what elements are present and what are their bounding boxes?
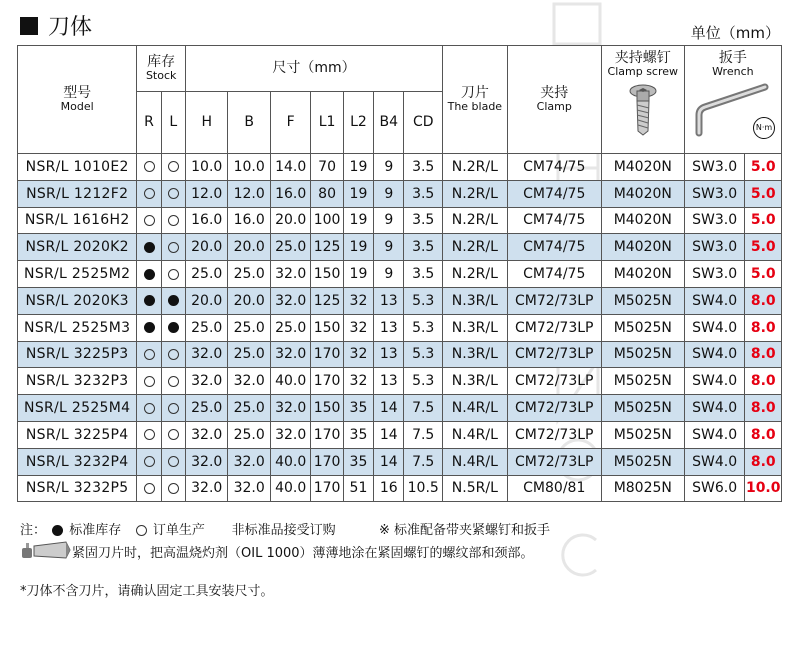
cell-clamp: CM74/75 — [507, 261, 601, 288]
cell-f: 32.0 — [270, 341, 310, 368]
cell-stock-l — [161, 287, 185, 314]
cell-clamp: CM72/73LP — [507, 287, 601, 314]
cell-blade: N.5R/L — [442, 475, 507, 502]
cell-l1: 70 — [311, 154, 343, 181]
cell-model: NSR/L 2525M3 — [18, 314, 137, 341]
cell-model: NSR/L 3232P3 — [18, 368, 137, 395]
cell-l2: 32 — [343, 287, 373, 314]
cell-model: NSR/L 1212F2 — [18, 180, 137, 207]
cell-l1: 125 — [311, 234, 343, 261]
cell-screw: M4020N — [601, 180, 684, 207]
cell-l1: 150 — [311, 261, 343, 288]
stock-filled-icon — [52, 525, 63, 536]
cell-l1: 80 — [311, 180, 343, 207]
cell-torque: 5.0 — [745, 154, 782, 181]
stock-filled-icon — [168, 295, 179, 306]
cell-l2: 51 — [343, 475, 373, 502]
cell-stock-r — [137, 234, 161, 261]
section-title — [20, 10, 92, 41]
cell-l1: 170 — [311, 341, 343, 368]
table-row — [18, 154, 782, 181]
stock-open-icon — [168, 269, 179, 280]
stock-open-icon — [144, 376, 155, 387]
cell-wrench: SW6.0 — [684, 475, 745, 502]
clamp-screw-icon — [628, 83, 658, 137]
cell-h: 16.0 — [185, 207, 227, 234]
stock-filled-icon — [144, 322, 155, 333]
table-row — [18, 261, 782, 288]
legend-nonstandard: 非标准品接受订购 — [231, 523, 336, 538]
section-title-text: 刀体 — [48, 15, 93, 40]
cell-b4: 14 — [374, 421, 404, 448]
stock-open-icon — [144, 188, 155, 199]
header-size: 尺寸（mm） — [185, 46, 442, 92]
cell-torque: 8.0 — [745, 448, 782, 475]
header-h: H — [185, 92, 227, 154]
cell-torque: 5.0 — [745, 234, 782, 261]
cell-f: 25.0 — [270, 314, 310, 341]
stock-open-icon — [168, 403, 179, 414]
cell-blade: N.2R/L — [442, 207, 507, 234]
spec-table-body — [18, 154, 782, 502]
header-l: L — [161, 92, 185, 154]
stock-filled-icon — [144, 242, 155, 253]
cell-h: 10.0 — [185, 154, 227, 181]
cell-b: 25.0 — [228, 421, 270, 448]
cell-wrench: SW4.0 — [684, 395, 745, 422]
cell-stock-r — [137, 368, 161, 395]
header-b4: B4 — [374, 92, 404, 154]
cell-cd: 5.3 — [404, 341, 443, 368]
cell-f: 32.0 — [270, 261, 310, 288]
cell-b4: 16 — [374, 475, 404, 502]
cell-b4: 14 — [374, 448, 404, 475]
cell-l2: 32 — [343, 368, 373, 395]
cell-torque: 8.0 — [745, 314, 782, 341]
table-row — [18, 180, 782, 207]
table-row — [18, 395, 782, 422]
stock-open-icon — [168, 429, 179, 440]
stock-open-icon — [144, 429, 155, 440]
cell-f: 14.0 — [270, 154, 310, 181]
cell-blade: N.3R/L — [442, 341, 507, 368]
cell-cd: 7.5 — [404, 448, 443, 475]
cell-b4: 13 — [374, 341, 404, 368]
cell-l1: 170 — [311, 368, 343, 395]
stock-open-icon — [144, 215, 155, 226]
cell-clamp: CM72/73LP — [507, 314, 601, 341]
cell-f: 32.0 — [270, 395, 310, 422]
cell-blade: N.2R/L — [442, 154, 507, 181]
footnote: *刀体不含刀片，请确认固定工具安装尺寸。 — [20, 584, 274, 599]
cell-b: 25.0 — [228, 341, 270, 368]
cell-clamp: CM72/73LP — [507, 368, 601, 395]
cell-cd: 5.3 — [404, 368, 443, 395]
stock-filled-icon — [144, 269, 155, 280]
table-row — [18, 287, 782, 314]
cell-b4: 13 — [374, 368, 404, 395]
header-r: R — [137, 92, 161, 154]
cell-f: 16.0 — [270, 180, 310, 207]
cell-torque: 8.0 — [745, 287, 782, 314]
cell-l2: 19 — [343, 234, 373, 261]
cell-stock-r — [137, 261, 161, 288]
cell-stock-l — [161, 448, 185, 475]
cell-h: 25.0 — [185, 395, 227, 422]
cell-b4: 14 — [374, 395, 404, 422]
cell-cd: 3.5 — [404, 234, 443, 261]
cell-torque: 10.0 — [745, 475, 782, 502]
table-row — [18, 207, 782, 234]
cell-model: NSR/L 2525M4 — [18, 395, 137, 422]
cell-b4: 9 — [374, 180, 404, 207]
cell-clamp: CM72/73LP — [507, 448, 601, 475]
cell-clamp: CM74/75 — [507, 154, 601, 181]
stock-open-icon — [168, 376, 179, 387]
cell-h: 20.0 — [185, 287, 227, 314]
cell-cd: 3.5 — [404, 180, 443, 207]
stock-open-icon — [136, 525, 147, 536]
cell-blade: N.2R/L — [442, 234, 507, 261]
cell-b: 25.0 — [228, 395, 270, 422]
cell-model: NSR/L 3225P4 — [18, 421, 137, 448]
cell-stock-r — [137, 421, 161, 448]
cell-h: 32.0 — [185, 341, 227, 368]
header-b: B — [228, 92, 270, 154]
cell-l2: 35 — [343, 421, 373, 448]
cell-stock-r — [137, 207, 161, 234]
cell-h: 20.0 — [185, 234, 227, 261]
cell-clamp: CM72/73LP — [507, 395, 601, 422]
cell-l1: 170 — [311, 475, 343, 502]
cell-cd: 7.5 — [404, 421, 443, 448]
cell-l2: 19 — [343, 154, 373, 181]
cell-model: NSR/L 3232P5 — [18, 475, 137, 502]
cell-l1: 170 — [311, 421, 343, 448]
cell-cd: 3.5 — [404, 261, 443, 288]
cell-f: 40.0 — [270, 475, 310, 502]
cell-h: 32.0 — [185, 368, 227, 395]
cell-stock-l — [161, 207, 185, 234]
cell-screw: M5025N — [601, 287, 684, 314]
stock-open-icon — [144, 403, 155, 414]
cell-f: 32.0 — [270, 421, 310, 448]
header-stock: 库存 Stock — [137, 46, 186, 92]
cell-stock-l — [161, 421, 185, 448]
cell-b: 32.0 — [228, 475, 270, 502]
cell-l2: 19 — [343, 261, 373, 288]
cell-wrench: SW4.0 — [684, 368, 745, 395]
stock-open-icon — [168, 242, 179, 253]
cell-clamp: CM74/75 — [507, 234, 601, 261]
cell-l2: 32 — [343, 341, 373, 368]
cell-l2: 19 — [343, 207, 373, 234]
table-row — [18, 421, 782, 448]
cell-b: 16.0 — [228, 207, 270, 234]
cell-blade: N.4R/L — [442, 395, 507, 422]
cell-stock-r — [137, 154, 161, 181]
cell-model: NSR/L 2020K3 — [18, 287, 137, 314]
cell-b4: 9 — [374, 154, 404, 181]
stock-open-icon — [168, 456, 179, 467]
cell-screw: M4020N — [601, 234, 684, 261]
cell-cd: 10.5 — [404, 475, 443, 502]
cell-torque: 8.0 — [745, 395, 782, 422]
stock-open-icon — [144, 349, 155, 360]
cell-wrench: SW3.0 — [684, 207, 745, 234]
cell-f: 20.0 — [270, 207, 310, 234]
header-clamp: 夹持 Clamp — [507, 46, 601, 154]
cell-b: 32.0 — [228, 448, 270, 475]
cell-screw: M8025N — [601, 475, 684, 502]
cell-clamp: CM72/73LP — [507, 421, 601, 448]
cell-stock-r — [137, 180, 161, 207]
cell-cd: 7.5 — [404, 395, 443, 422]
cell-f: 40.0 — [270, 448, 310, 475]
cell-l2: 32 — [343, 314, 373, 341]
cell-l2: 19 — [343, 180, 373, 207]
cell-b: 20.0 — [228, 234, 270, 261]
cell-l2: 35 — [343, 395, 373, 422]
cell-stock-l — [161, 180, 185, 207]
stock-open-icon — [168, 349, 179, 360]
header-l1: L1 — [311, 92, 343, 154]
cell-l1: 170 — [311, 448, 343, 475]
stock-open-icon — [144, 456, 155, 467]
grease-tube-icon — [20, 540, 72, 562]
legend-note: 注： 标准库存 订单生产 非标准品接受订购 ※ 标准配备带夹紧螺钉和扳手 — [20, 523, 551, 538]
stock-open-icon — [144, 161, 155, 172]
cell-stock-r — [137, 395, 161, 422]
cell-cd: 3.5 — [404, 207, 443, 234]
cell-h: 32.0 — [185, 448, 227, 475]
cell-wrench: SW4.0 — [684, 341, 745, 368]
unit-label: 单位（mm） — [690, 24, 780, 42]
cell-h: 25.0 — [185, 314, 227, 341]
cell-blade: N.4R/L — [442, 448, 507, 475]
cell-stock-l — [161, 234, 185, 261]
stock-open-icon — [168, 188, 179, 199]
cell-stock-l — [161, 395, 185, 422]
cell-cd: 5.3 — [404, 314, 443, 341]
cell-clamp: CM72/73LP — [507, 341, 601, 368]
cell-h: 32.0 — [185, 475, 227, 502]
cell-l1: 150 — [311, 395, 343, 422]
stock-filled-icon — [144, 295, 155, 306]
table-row — [18, 314, 782, 341]
cell-model: NSR/L 3232P4 — [18, 448, 137, 475]
square-bullet-icon — [20, 17, 38, 35]
stock-open-icon — [168, 161, 179, 172]
header-model: 型号 Model — [18, 46, 137, 154]
legend-included: ※ 标准配备带夹紧螺钉和扳手 — [379, 523, 551, 538]
header-l2: L2 — [343, 92, 373, 154]
cell-wrench: SW4.0 — [684, 287, 745, 314]
legend-order: 订单生产 — [152, 523, 205, 538]
cell-torque: 5.0 — [745, 207, 782, 234]
grease-tip-text: 紧固刀片时，把高温烧灼剂（OIL 1000）薄薄地涂在紧固螺钉的螺纹部和颈部。 — [72, 545, 534, 561]
cell-b: 25.0 — [228, 314, 270, 341]
cell-blade: N.3R/L — [442, 314, 507, 341]
cell-wrench: SW4.0 — [684, 421, 745, 448]
cell-model: NSR/L 1616H2 — [18, 207, 137, 234]
cell-screw: M4020N — [601, 154, 684, 181]
cell-screw: M5025N — [601, 395, 684, 422]
header-clamp-screw: 夹持螺钉 Clamp screw — [601, 46, 684, 154]
cell-torque: 8.0 — [745, 368, 782, 395]
cell-f: 40.0 — [270, 368, 310, 395]
cell-screw: M5025N — [601, 368, 684, 395]
tool-body-spec-table — [17, 45, 782, 502]
cell-blade: N.3R/L — [442, 287, 507, 314]
cell-wrench: SW3.0 — [684, 234, 745, 261]
cell-b4: 13 — [374, 287, 404, 314]
cell-screw: M4020N — [601, 207, 684, 234]
grease-note — [20, 540, 534, 562]
cell-l2: 35 — [343, 448, 373, 475]
cell-blade: N.3R/L — [442, 368, 507, 395]
cell-blade: N.4R/L — [442, 421, 507, 448]
cell-b: 32.0 — [228, 368, 270, 395]
cell-cd: 3.5 — [404, 154, 443, 181]
cell-model: NSR/L 3225P3 — [18, 341, 137, 368]
cell-stock-l — [161, 341, 185, 368]
cell-b4: 13 — [374, 314, 404, 341]
cell-b4: 9 — [374, 261, 404, 288]
cell-screw: M5025N — [601, 341, 684, 368]
cell-h: 25.0 — [185, 261, 227, 288]
cell-b: 10.0 — [228, 154, 270, 181]
cell-stock-r — [137, 287, 161, 314]
cell-torque: 8.0 — [745, 421, 782, 448]
stock-filled-icon — [168, 322, 179, 333]
cell-wrench: SW4.0 — [684, 314, 745, 341]
cell-stock-r — [137, 448, 161, 475]
cell-b: 25.0 — [228, 261, 270, 288]
stock-open-icon — [168, 215, 179, 226]
legend-stock: 标准库存 — [69, 523, 122, 538]
cell-clamp: CM74/75 — [507, 180, 601, 207]
cell-stock-r — [137, 475, 161, 502]
cell-wrench: SW4.0 — [684, 448, 745, 475]
cell-l1: 150 — [311, 314, 343, 341]
cell-screw: M5025N — [601, 314, 684, 341]
cell-stock-l — [161, 154, 185, 181]
cell-blade: N.2R/L — [442, 261, 507, 288]
cell-b4: 9 — [374, 207, 404, 234]
cell-f: 25.0 — [270, 234, 310, 261]
cell-b4: 9 — [374, 234, 404, 261]
cell-torque: 5.0 — [745, 180, 782, 207]
cell-torque: 5.0 — [745, 261, 782, 288]
cell-h: 12.0 — [185, 180, 227, 207]
cell-cd: 5.3 — [404, 287, 443, 314]
cell-b: 20.0 — [228, 287, 270, 314]
stock-open-icon — [144, 483, 155, 494]
cell-stock-r — [137, 341, 161, 368]
cell-torque: 8.0 — [745, 341, 782, 368]
cell-l1: 125 — [311, 287, 343, 314]
cell-model: NSR/L 2020K2 — [18, 234, 137, 261]
table-row — [18, 341, 782, 368]
cell-blade: N.2R/L — [442, 180, 507, 207]
header-blade: 刀片 The blade — [442, 46, 507, 154]
table-row — [18, 448, 782, 475]
torque-badge-icon: N·m — [753, 117, 775, 139]
cell-stock-l — [161, 314, 185, 341]
cell-stock-l — [161, 368, 185, 395]
cell-wrench: SW3.0 — [684, 154, 745, 181]
cell-screw: M4020N — [601, 261, 684, 288]
header-f: F — [270, 92, 310, 154]
cell-model: NSR/L 1010E2 — [18, 154, 137, 181]
cell-screw: M5025N — [601, 421, 684, 448]
cell-wrench: SW3.0 — [684, 180, 745, 207]
table-row — [18, 475, 782, 502]
cell-screw: M5025N — [601, 448, 684, 475]
header-cd: CD — [404, 92, 443, 154]
cell-b: 12.0 — [228, 180, 270, 207]
header-wrench: 扳手 Wrench N·m — [684, 46, 781, 154]
table-row — [18, 234, 782, 261]
cell-stock-r — [137, 314, 161, 341]
cell-wrench: SW3.0 — [684, 261, 745, 288]
cell-f: 32.0 — [270, 287, 310, 314]
cell-clamp: CM80/81 — [507, 475, 601, 502]
cell-stock-l — [161, 261, 185, 288]
cell-stock-l — [161, 475, 185, 502]
table-row — [18, 368, 782, 395]
cell-clamp: CM74/75 — [507, 207, 601, 234]
cell-h: 32.0 — [185, 421, 227, 448]
cell-l1: 100 — [311, 207, 343, 234]
stock-open-icon — [168, 483, 179, 494]
cell-model: NSR/L 2525M2 — [18, 261, 137, 288]
